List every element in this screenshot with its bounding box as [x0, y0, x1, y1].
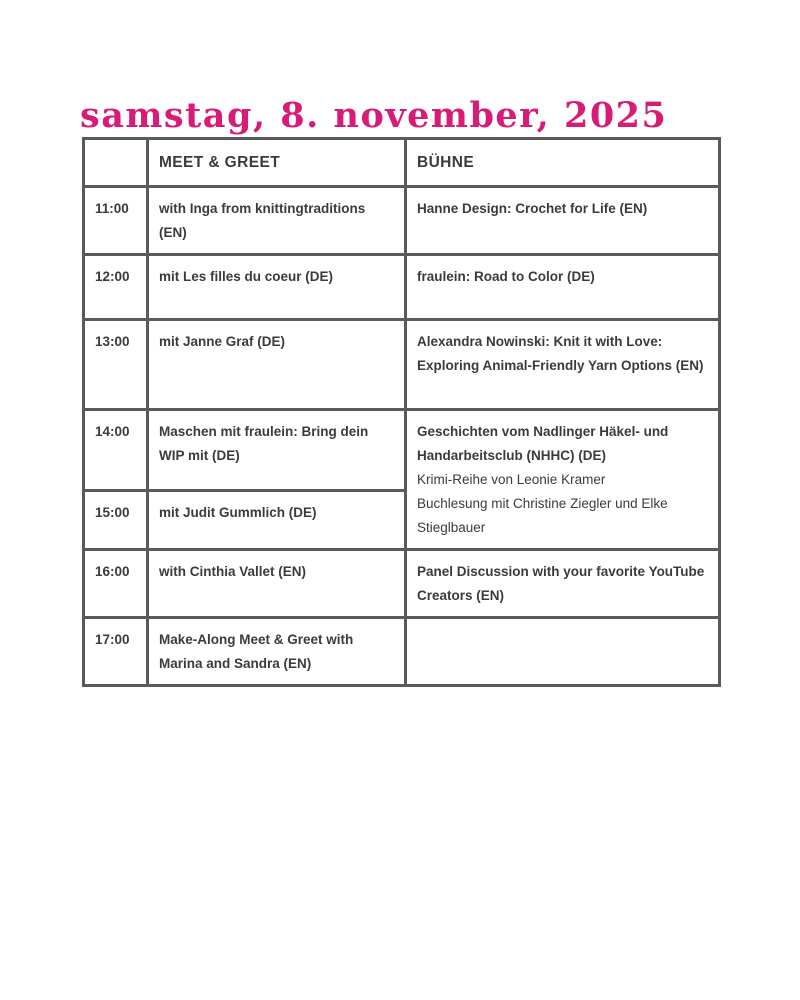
buehne-entry: fraulein: Road to Color (DE): [406, 255, 720, 320]
buehne-entry: Panel Discussion with your favorite YouTube Creators (EN): [406, 550, 720, 618]
table-header-row: [84, 139, 720, 187]
time-label: 13:00: [84, 320, 148, 410]
time-label: 17:00: [84, 618, 148, 686]
buehne-entry-title: Geschichten vom Nadlinger Häkel- und Handarbeitsclub (NHHC) (DE): [417, 424, 669, 463]
header-time-cell: [84, 139, 148, 187]
table-row: [84, 187, 720, 255]
table-row: [84, 618, 720, 686]
meet-greet-entry: mit Janne Graf (DE): [148, 320, 406, 410]
meet-greet-entry: with Cinthia Vallet (EN): [148, 550, 406, 618]
table-row: [84, 410, 720, 491]
time-label: 11:00: [84, 187, 148, 255]
meet-greet-entry: Make-Along Meet & Greet with Marina and Sandra (EN): [148, 618, 406, 686]
buehne-entry-empty: [406, 618, 720, 686]
time-label: 16:00: [84, 550, 148, 618]
table-row: [84, 320, 720, 410]
buehne-entry-subtitle: Buchlesung mit Christine Ziegler und Elke Stieglbauer: [417, 496, 668, 535]
table-row: [84, 550, 720, 618]
table-row: [84, 255, 720, 320]
meet-greet-entry: with Inga from knittingtraditions (EN): [148, 187, 406, 255]
buehne-entry-subtitle: Krimi-Reihe von Leonie Kramer: [417, 472, 606, 487]
time-label: 12:00: [84, 255, 148, 320]
meet-greet-entry: Maschen mit fraulein: Bring dein WIP mit (DE): [148, 410, 406, 491]
header-meet-greet: MEET & GREET: [148, 139, 406, 187]
meet-greet-entry: mit Les filles du coeur (DE): [148, 255, 406, 320]
header-buehne: BÜHNE: [406, 139, 720, 187]
buehne-entry-merged: [406, 410, 720, 550]
page-title: samstag, 8. november, 2025: [80, 95, 668, 137]
time-label: 14:00: [84, 410, 148, 491]
time-label: 15:00: [84, 490, 148, 549]
schedule-table: [82, 137, 721, 687]
meet-greet-entry: mit Judit Gummlich (DE): [148, 490, 406, 549]
buehne-entry: Alexandra Nowinski: Knit it with Love: Exploring Animal-Friendly Yarn Options (EN): [406, 320, 720, 410]
buehne-entry: Hanne Design: Crochet for Life (EN): [406, 187, 720, 255]
